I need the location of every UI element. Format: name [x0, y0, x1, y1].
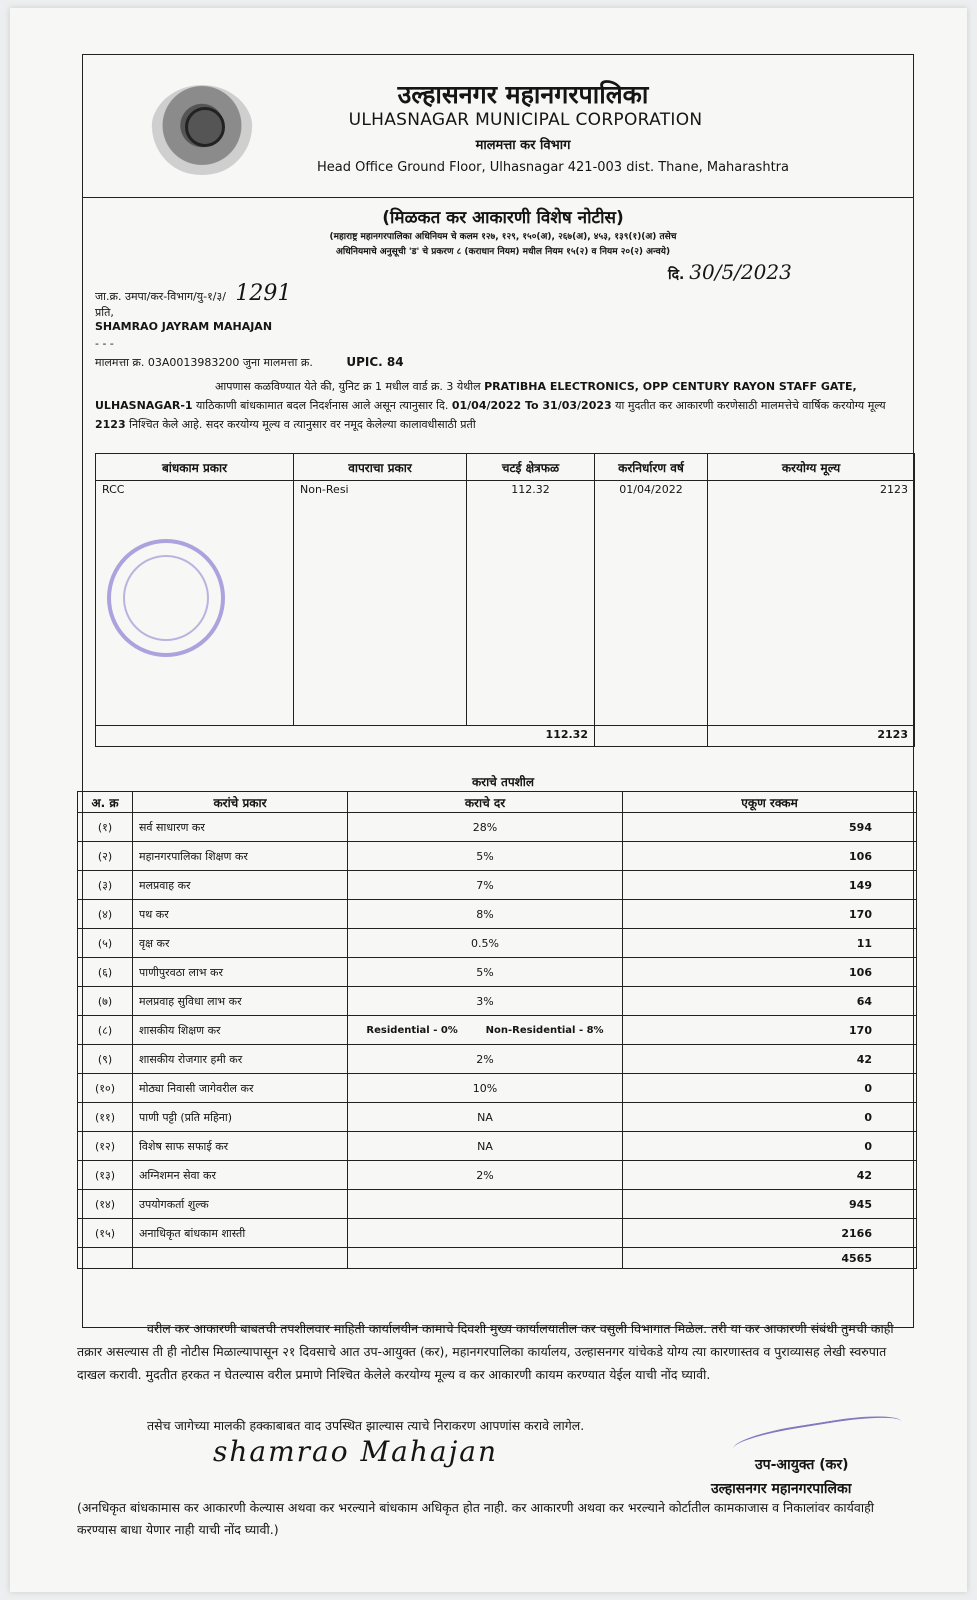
empty-cell — [348, 1248, 623, 1269]
tax-rate: 2% — [348, 1161, 623, 1190]
serial-no: (१४) — [78, 1190, 133, 1219]
owner-name: SHAMRAO JAYRAM MAHAJAN — [95, 320, 273, 333]
tax-rate: 3% — [348, 987, 623, 1016]
tax-type: मलप्रवाह सुविधा लाभ कर — [133, 987, 348, 1016]
property-number-line — [95, 355, 404, 370]
notice-title: (मिळकत कर आकारणी विशेष नोटीस) — [382, 208, 624, 228]
tax-rate: 0.5% — [348, 929, 623, 958]
tax-row — [78, 871, 917, 900]
para-part: या मुदतीत कर आकारणी करणेसाठी मालमत्तेचे वार्षिक करयोग्य मूल्य — [611, 399, 886, 412]
serial-no: (२) — [78, 842, 133, 871]
assessment-header-row — [96, 454, 915, 481]
tax-type: शासकीय रोजगार हमी कर — [133, 1045, 348, 1074]
tax-rate: 7% — [348, 871, 623, 900]
tax-amount: 149 — [623, 871, 917, 900]
legal-disclaimer: (अनधिकृत बांधकामास कर आकारणी केल्यास अथवा कर भरल्याने बांधकाम अधिकृत होत नाही. कर आकारणी अथवा कर भरल्याने कोर्टातील कामकाजास व निकालांवर कार्यवाही करण्यास बाधा येणार नाही याची नोंद घ्यावी.) — [77, 1500, 874, 1537]
tax-amount: 170 — [623, 900, 917, 929]
empty-cell — [78, 1248, 133, 1269]
tax-row — [78, 1132, 917, 1161]
office-seal-stamp-icon — [107, 539, 225, 657]
tax-row — [78, 1103, 917, 1132]
property-location: PRATIBHA ELECTRONICS, OPP CENTURY RAYON STAFF GATE, ULHASNAGAR-1 — [95, 380, 857, 412]
serial-no: (३) — [78, 871, 133, 900]
address-placeholder: - - - — [95, 337, 114, 350]
serial-no: (१५) — [78, 1219, 133, 1248]
tax-grand-total-row — [78, 1248, 917, 1269]
serial-no: (७) — [78, 987, 133, 1016]
tax-rate: 5% — [348, 958, 623, 987]
tax-rate: NA — [348, 1132, 623, 1161]
col-usage-type: वापराचा प्रकार — [294, 454, 467, 481]
serial-no: (११) — [78, 1103, 133, 1132]
tax-type: मोठ्या निवासी जागेवरील कर — [133, 1074, 348, 1103]
tax-rate: 28% — [348, 813, 623, 842]
reference-label: जा.क्र. उमपा/कर-विभाग/यु-१/३/ — [95, 290, 226, 303]
tax-type: शासकीय शिक्षण कर — [133, 1016, 348, 1045]
serial-no: (४) — [78, 900, 133, 929]
tax-type: महानगरपालिका शिक्षण कर — [133, 842, 348, 871]
handwritten-date: 30/5/2023 — [689, 260, 792, 284]
tax-rate: 5% — [348, 842, 623, 871]
notice-frame — [77, 54, 914, 1537]
col-construction-type: बांधकाम प्रकार — [96, 454, 294, 481]
tax-row — [78, 1045, 917, 1074]
tax-amount: 2166 — [623, 1219, 917, 1248]
serial-no: (१२) — [78, 1132, 133, 1161]
letterhead — [83, 55, 913, 198]
para-part: निश्चित केले आहे. सदर करयोग्य मूल्य व त्यानुसार वर नमूद केलेल्या कालावधीसाठी प्रती — [125, 418, 476, 431]
tax-amount: 594 — [623, 813, 917, 842]
objection-instructions: वरील कर आकारणी बाबतची तपशीलवार माहिती कार्यालयीन कामाचे दिवशी मुख्य कार्यालयातील कर वसुली विभागात मिळेल. तरी या कर आकारणी संबंधी तुमची काही तक्रार असल्यास ती ही नोटीस मिळाल्यापासून २१ दिवसाचे आत उप-आयुक्त (कर), महानगरपालिका कार्यालय, उल्हासनगर यांचेकडे योग्य त्या कारणास्तव व पुराव्यासह लेखी स्वरुपात दाखल करावी. मुदतीत हरकत न घेतल्यास वरील प्रमाणे निश्चित केलेले करयोग्य मूल्य व कर आकारणी कायम करण्यात येईल याची नोंद घ्यावी. — [77, 1321, 894, 1382]
tax-details-table — [77, 791, 917, 1269]
empty-cell — [595, 726, 708, 747]
tax-row — [78, 813, 917, 842]
assessment-year: 01/04/2022 — [595, 481, 708, 726]
tax-amount: 11 — [623, 929, 917, 958]
corporation-emblem-icon — [151, 85, 253, 175]
serial-no: (५) — [78, 929, 133, 958]
tax-amount: 0 — [623, 1074, 917, 1103]
col-serial-no: अ. क्र — [78, 792, 133, 813]
tax-row — [78, 1161, 917, 1190]
serial-no: (१) — [78, 813, 133, 842]
tax-rate: 8% — [348, 900, 623, 929]
paper-sheet — [10, 8, 967, 1592]
para-part: आपणास कळविण्यात येते की, युनिट क्र 1 मधील वार्ड क्र. 3 येथील — [215, 380, 485, 393]
tax-row — [78, 1074, 917, 1103]
tax-amount: 64 — [623, 987, 917, 1016]
tax-amount: 42 — [623, 1161, 917, 1190]
tax-rate — [348, 1190, 623, 1219]
notice-body-paragraph — [95, 377, 899, 434]
tax-type: सर्व साधारण कर — [133, 813, 348, 842]
tax-type: पाणीपुरवठा लाभ कर — [133, 958, 348, 987]
date-prefix: दि. — [668, 267, 685, 283]
tax-type: विशेष साफ सफाई कर — [133, 1132, 348, 1161]
corporation-name-english: ULHASNAGAR MUNICIPAL CORPORATION — [348, 110, 703, 130]
department-name: मालमत्ता कर विभाग — [475, 138, 571, 153]
tax-type: अग्निशमन सेवा कर — [133, 1161, 348, 1190]
col-tax-rate: कराचे दर — [348, 792, 623, 813]
total-rateable-value: 2123 — [708, 726, 915, 747]
tax-row — [78, 842, 917, 871]
upic-number: UPIC. 84 — [346, 355, 404, 369]
tax-row — [78, 958, 917, 987]
tax-type: वृक्ष कर — [133, 929, 348, 958]
tax-type: पथ कर — [133, 900, 348, 929]
officer-designation: उप-आयुक्त (कर) — [755, 1457, 849, 1473]
tax-rate: NA — [348, 1103, 623, 1132]
tax-amount: 106 — [623, 842, 917, 871]
tax-amount: 170 — [623, 1016, 917, 1045]
grand-total-amount: 4565 — [623, 1248, 917, 1269]
reference-number — [95, 281, 291, 306]
tax-rate: 10% — [348, 1074, 623, 1103]
col-carpet-area: चटई क्षेत्रफळ — [467, 454, 595, 481]
owner-signature: shamrao Mahajan — [213, 1435, 498, 1468]
tax-row — [78, 900, 917, 929]
tax-row — [78, 929, 917, 958]
tax-amount: 42 — [623, 1045, 917, 1074]
tax-rate — [348, 1219, 623, 1248]
tax-row — [78, 1190, 917, 1219]
handwritten-reference-no: 1291 — [235, 281, 292, 306]
carpet-area: 112.32 — [467, 481, 595, 726]
serial-no: (१३) — [78, 1161, 133, 1190]
serial-no: (१०) — [78, 1074, 133, 1103]
col-total-amount: एकूण रक्कम — [623, 792, 917, 813]
corporation-name-marathi: उल्हासनगर महानगरपालिका — [397, 80, 649, 109]
annual-rateable-value: 2123 — [95, 418, 126, 431]
tax-row — [78, 1219, 917, 1248]
property-number: मालमत्ता क्र. 03A0013983200 जुना मालमत्ता क्र. — [95, 356, 313, 369]
tax-type: मलप्रवाह कर — [133, 871, 348, 900]
assessment-period: 01/04/2022 To 31/03/2023 — [451, 399, 612, 412]
tax-type: अनाधिकृत बांधकाम शास्ती — [133, 1219, 348, 1248]
tax-header-row — [78, 792, 917, 813]
ownership-dispute-note: तसेच जागेच्या मालकी हक्काबाबत वाद उपस्थित झाल्यास त्याचे निराकरण आपणांस करावे लागेल. — [147, 1418, 585, 1433]
issuing-office: उल्हासनगर महानगरपालिका — [711, 1481, 852, 1497]
tax-rate: Residential - 0% Non-Residential - 8% — [348, 1016, 623, 1045]
notice-legal-reference-1: (महाराष्ट्र महानगरपालिका अधिनियम चे कलम १२७, १२९, १५०(अ), २६७(अ), ४५३, १३९(१)(अ) तसेच — [329, 232, 677, 242]
tax-type: उपयोगकर्ता शुल्क — [133, 1190, 348, 1219]
tax-row — [78, 1016, 917, 1045]
serial-no: (६) — [78, 958, 133, 987]
empty-cell — [133, 1248, 348, 1269]
serial-no: (८) — [78, 1016, 133, 1045]
tax-rate: 2% — [348, 1045, 623, 1074]
tax-amount: 106 — [623, 958, 917, 987]
col-tax-type: करांचे प्रकार — [133, 792, 348, 813]
notice-date — [668, 260, 792, 284]
tax-amount: 0 — [623, 1132, 917, 1161]
notice-legal-reference-2: अधिनियमाचे अनुसूची 'ड' चे प्रकरण ८ (कराधान नियम) मधील नियम १५(२) व नियम २०(२) अन्वये) — [335, 247, 671, 257]
rateable-value: 2123 — [708, 481, 915, 726]
assessment-total-row — [96, 726, 915, 747]
tax-row — [78, 987, 917, 1016]
col-rateable-value: करयोग्य मूल्य — [708, 454, 915, 481]
para-part: याठिकाणी बांधकामात बदल निदर्शनास आले असून त्यानुसार दि. — [192, 399, 452, 412]
addressee-label: प्रति, — [95, 306, 114, 319]
col-assessment-year: करनिर्धारण वर्ष — [595, 454, 708, 481]
construction-type: RCC — [96, 481, 294, 726]
serial-no: (९) — [78, 1045, 133, 1074]
office-address: Head Office Ground Floor, Ulhasnagar 421-003 dist. Thane, Maharashtra — [317, 160, 789, 175]
tax-details-caption: कराचे तपशील — [471, 775, 535, 789]
total-area: 112.32 — [96, 726, 595, 747]
tax-type: पाणी पट्टी (प्रति महिना) — [133, 1103, 348, 1132]
usage-type: Non-Resi — [294, 481, 467, 726]
tax-amount: 0 — [623, 1103, 917, 1132]
tax-amount: 945 — [623, 1190, 917, 1219]
